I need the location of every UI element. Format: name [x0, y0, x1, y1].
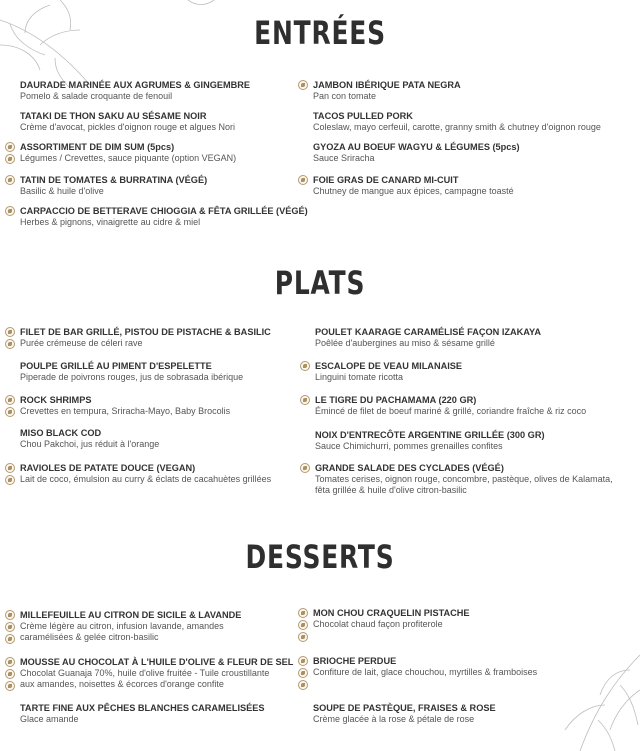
allergen-icon [298, 680, 308, 690]
allergen-icon [5, 175, 15, 185]
dish-name: NOIX D'ENTRECÔTE ARGENTINE GRILLÉE (300 GR) [315, 430, 545, 440]
menu-item [315, 463, 615, 495]
allergen-icon [298, 620, 308, 630]
dish-description: Chutney de mangue aux épices, campagne toasté [313, 186, 514, 196]
dish-name: MILLEFEUILLE AU CITRON DE SICILE & LAVANDE [20, 610, 242, 620]
menu-item [313, 111, 601, 133]
dish-description: Sauce Sriracha [313, 153, 375, 163]
allergen-icon [5, 634, 15, 644]
dish-name: CARPACCIO DE BETTERAVE CHIOGGIA & FÊTA GRILLÉE (VÉGÉ) [20, 206, 308, 216]
dish-name: TARTE FINE AUX PÊCHES BLANCHES CARAMELISÉES [20, 703, 265, 713]
dish-name: MOUSSE AU CHOCOLAT À L'HUILE D'OLIVE & FLEUR DE SEL [20, 657, 294, 667]
dish-description: Herbes & pignons, vinaigrette au cidre & miel [20, 217, 201, 227]
dish-name: RAVIOLES DE PATATE DOUCE (VEGAN) [20, 463, 196, 473]
dish-name: GYOZA AU BOEUF WAGYU & LÉGUMES (5pcs) [313, 142, 520, 152]
allergen-icon [5, 395, 15, 405]
dish-name: ROCK SHRIMPS [20, 395, 92, 405]
menu-item [20, 111, 235, 133]
leaf-illustration-top-center [186, 0, 216, 8]
dish-description: Linguini tomate ricotta [315, 372, 404, 382]
allergen-icon [300, 395, 310, 405]
menu-item [20, 142, 236, 164]
allergen-icon [5, 142, 15, 152]
allergen-icon [298, 668, 308, 678]
menu-item [20, 361, 243, 383]
dish-name: ESCALOPE DE VEAU MILANAISE [315, 361, 463, 371]
dish-name: BRIOCHE PERDUE [313, 656, 397, 666]
menu-item [20, 657, 294, 689]
menu-item [20, 703, 265, 725]
allergen-icon [5, 339, 15, 349]
menu-item [313, 142, 520, 164]
menu-item [315, 395, 586, 417]
dish-description: Chocolat Guanaja 70%, huile d'olive fruitée - Tuile croustillante aux amandes, noisettes & écorces d'orange confite [20, 668, 270, 689]
allergen-icon [298, 632, 308, 642]
menu-item [313, 703, 496, 725]
menu-item [20, 463, 271, 485]
dish-name: TACOS PULLED PORK [313, 111, 413, 121]
menu-item [313, 175, 514, 197]
section-title-desserts: DESSERTS [245, 538, 395, 576]
dish-name: GRANDE SALADE DES CYCLADES (VÉGÉ) [315, 463, 504, 473]
allergen-icon [5, 154, 15, 164]
dish-name: LE TIGRE DU PACHAMAMA (220 GR) [315, 395, 477, 405]
menu-item [20, 428, 159, 450]
dish-description: Émincé de filet de boeuf mariné & grillé, coriandre fraîche & riz coco [315, 406, 587, 416]
dish-name: POULPE GRILLÉ AU PIMENT D'ESPELETTE [20, 361, 212, 371]
allergen-icon [5, 327, 15, 337]
dish-name: JAMBON IBÉRIQUE PATA NEGRA [313, 80, 461, 90]
dish-name: MISO BLACK COD [20, 428, 102, 438]
dish-name: TATAKI DE THON SAKU AU SÉSAME NOIR [20, 111, 207, 121]
menu-item [20, 206, 308, 228]
dish-description: Glace amande [20, 714, 79, 724]
dish-description: Chou Pakchoi, jus réduit à l'orange [20, 439, 160, 449]
dish-description: Crème légère au citron, infusion lavande, amandes caramélisées & gelée citron-basilic [20, 621, 224, 642]
dish-name: POULET KAARAGE CARAMÉLISÉ FAÇON IZAKAYA [315, 327, 541, 337]
menu-item [315, 327, 541, 349]
dish-description: Poêlée d'aubergines au miso & sésame grillé [315, 338, 495, 348]
dish-name: DAURADE MARINÉE AUX AGRUMES & GINGEMBRE [20, 80, 251, 90]
dish-description: Pan con tomate [313, 91, 377, 101]
allergen-icon [5, 610, 15, 620]
dish-description: Lait de coco, émulsion au curry & éclats de cacahuètes grillées [20, 474, 272, 484]
allergen-icon [5, 657, 15, 667]
menu-item [20, 80, 250, 102]
dish-description: Pomelo & salade croquante de fenouil [20, 91, 173, 101]
menu-item [20, 175, 207, 197]
dish-description: Sauce Chimichurri, pommes grenailles confites [315, 441, 503, 451]
allergen-icon [5, 206, 15, 216]
allergen-icon [298, 80, 308, 90]
menu-item [313, 608, 470, 630]
dish-description: Crevettes en tempura, Sriracha-Mayo, Baby Brocolis [20, 406, 231, 416]
allergen-icon [5, 622, 15, 632]
dish-name: TATIN DE TOMATES & BURRATINA (VÉGÉ) [20, 175, 208, 185]
dish-name: SOUPE DE PASTÈQUE, FRAISES & ROSE [313, 703, 496, 713]
leaf-illustration-bottom-right [560, 650, 640, 751]
allergen-icon [298, 175, 308, 185]
allergen-icon [5, 475, 15, 485]
dish-name: MON CHOU CRAQUELIN PISTACHE [313, 608, 470, 618]
menu-item [313, 80, 461, 102]
menu-item [20, 395, 230, 417]
dish-name: FILET DE BAR GRILLÉ, PISTOU DE PISTACHE & BASILIC [20, 327, 271, 337]
section-title-plats: PLATS [274, 264, 366, 302]
allergen-icon [300, 463, 310, 473]
dish-description: Légumes / Crevettes, sauce piquante (option VEGAN) [20, 153, 237, 163]
menu-item [20, 327, 271, 349]
section-title-entrees: ENTRÉES [254, 14, 386, 52]
dish-description: Crème d'avocat, pickles d'oignon rouge et algues Nori [20, 122, 236, 132]
allergen-icon [300, 361, 310, 371]
dish-name: ASSORTIMENT DE DIM SUM (5pcs) [20, 142, 175, 152]
dish-description: Chocolat chaud façon profiterole [313, 619, 443, 629]
dish-description: Piperade de poivrons rouges, jus de sobrasada ibérique [20, 372, 244, 382]
allergen-icon [298, 656, 308, 666]
dish-description: Basilic & huile d'olive [20, 186, 104, 196]
dish-description: Crème glacée à la rose & pétale de rose [313, 714, 475, 724]
dish-name: FOIE GRAS DE CANARD MI-CUIT [313, 175, 459, 185]
dish-description: Coleslaw, mayo cerfeuil, carotte, granny smith & chutney d'oignon rouge [313, 122, 601, 132]
allergen-icon [5, 669, 15, 679]
allergen-icon [5, 463, 15, 473]
dish-description: Purée crémeuse de céleri rave [20, 338, 143, 348]
menu-item [20, 610, 265, 642]
menu-item [313, 656, 537, 678]
dish-description: Tomates cerises, oignon rouge, concombre, pastèque, olives de Kalamata, fêta grillée & huile d'olive citron-basilic [315, 474, 613, 495]
menu-item [315, 361, 462, 383]
menu-item [315, 430, 545, 452]
allergen-icon [298, 608, 308, 618]
dish-description: Confiture de lait, glace chouchou, myrtilles & framboises [313, 667, 538, 677]
allergen-icon [5, 681, 15, 691]
allergen-icon [5, 407, 15, 417]
